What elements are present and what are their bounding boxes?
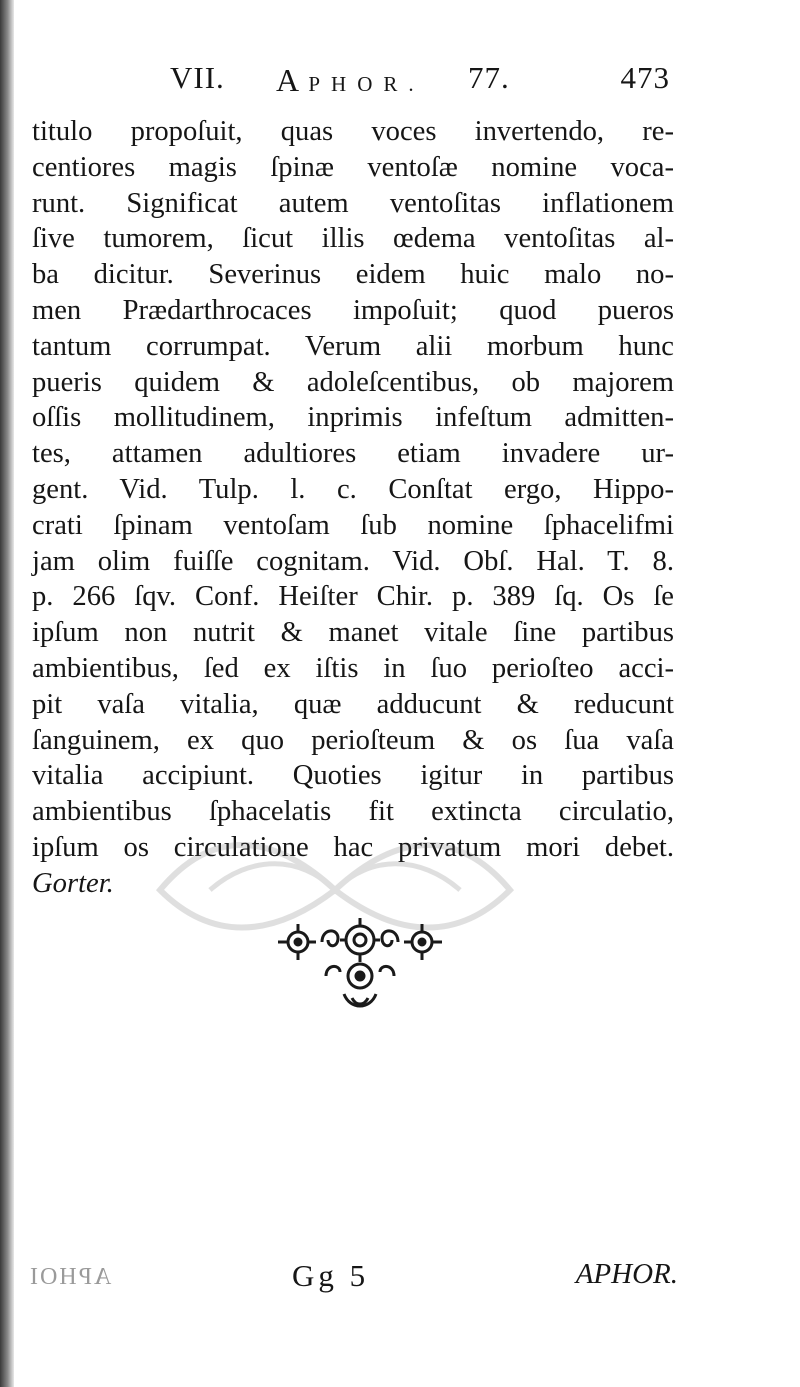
show-through-catchword: ΑΡΗΟΙ — [28, 1264, 112, 1290]
text-line: titulo propoſuit, quas voces invertendo, re- — [32, 116, 674, 147]
page-footer — [0, 1258, 800, 1308]
catchword: APHOR. — [575, 1258, 678, 1290]
section-title-rest: PHOR. — [308, 72, 425, 96]
text-line: crati ſpinam ventoſam ſub nomine ſphacelifmi — [32, 509, 674, 541]
section-title-initial: A — [276, 62, 301, 98]
floral-ornament — [260, 890, 460, 1030]
text-line: p. 266 ſqv. Conf. Heiſter Chir. p. 389 ſq. Os ſe — [32, 581, 674, 613]
text-line: men Prædarthrocaces impoſuit; quod pueros — [32, 294, 674, 326]
text-line: ambientibus ſphacelatis fit extincta circulatio, — [32, 796, 674, 828]
text-line: tantum corrumpat. Verum alii morbum hunc — [32, 330, 674, 362]
text-line: ſanguinem, ex quo perioſteum & os ſua vaſa — [32, 724, 674, 756]
text-line: ipſum non nutrit & manet vitale ſine partibus — [32, 617, 674, 649]
section-title — [276, 62, 425, 99]
text-line: pueris quidem & adoleſcentibus, ob majorem — [32, 366, 674, 398]
text-line: ambientibus, ſed ex iſtis in ſuo perioſteo acci- — [32, 652, 674, 684]
text-line: tes, attamen adultiores etiam invadere ur- — [32, 438, 674, 470]
text-line: jam olim fuiſſe cognitam. Vid. Obſ. Hal. T. 8. — [32, 545, 674, 577]
chapter-number: VII. — [170, 60, 225, 95]
text-line: pit vaſa vitalia, quæ adducunt & reducunt — [32, 688, 674, 720]
text-line: gent. Vid. Tulp. l. c. Conſtat ergo, Hippo- — [32, 473, 674, 505]
text-line: ba dicitur. Severinus eidem huic malo no- — [32, 259, 674, 291]
text-line: vitalia accipiunt. Quoties igitur in partibus — [32, 760, 674, 792]
body-text — [32, 114, 674, 902]
signature-mark: Gg 5 — [292, 1258, 370, 1293]
running-head — [170, 60, 670, 104]
text-line: centiores magis ſpinæ ventoſæ nomine voca- — [32, 151, 674, 183]
text-line: oſſis mollitudinem, inprimis infeſtum admitten- — [32, 402, 674, 434]
text-line: ſive tumorem, ſicut illis œdema ventoſitas al- — [32, 223, 674, 255]
text-line: runt. Significat autem ventoſitas inflationem — [32, 187, 674, 219]
text-line: ipſum os circulatione hac privatum mori debet. — [32, 831, 674, 863]
page-number: 473 — [620, 60, 670, 95]
author-attribution: Gorter. — [32, 867, 114, 899]
aphorism-number: 77. — [468, 60, 510, 95]
